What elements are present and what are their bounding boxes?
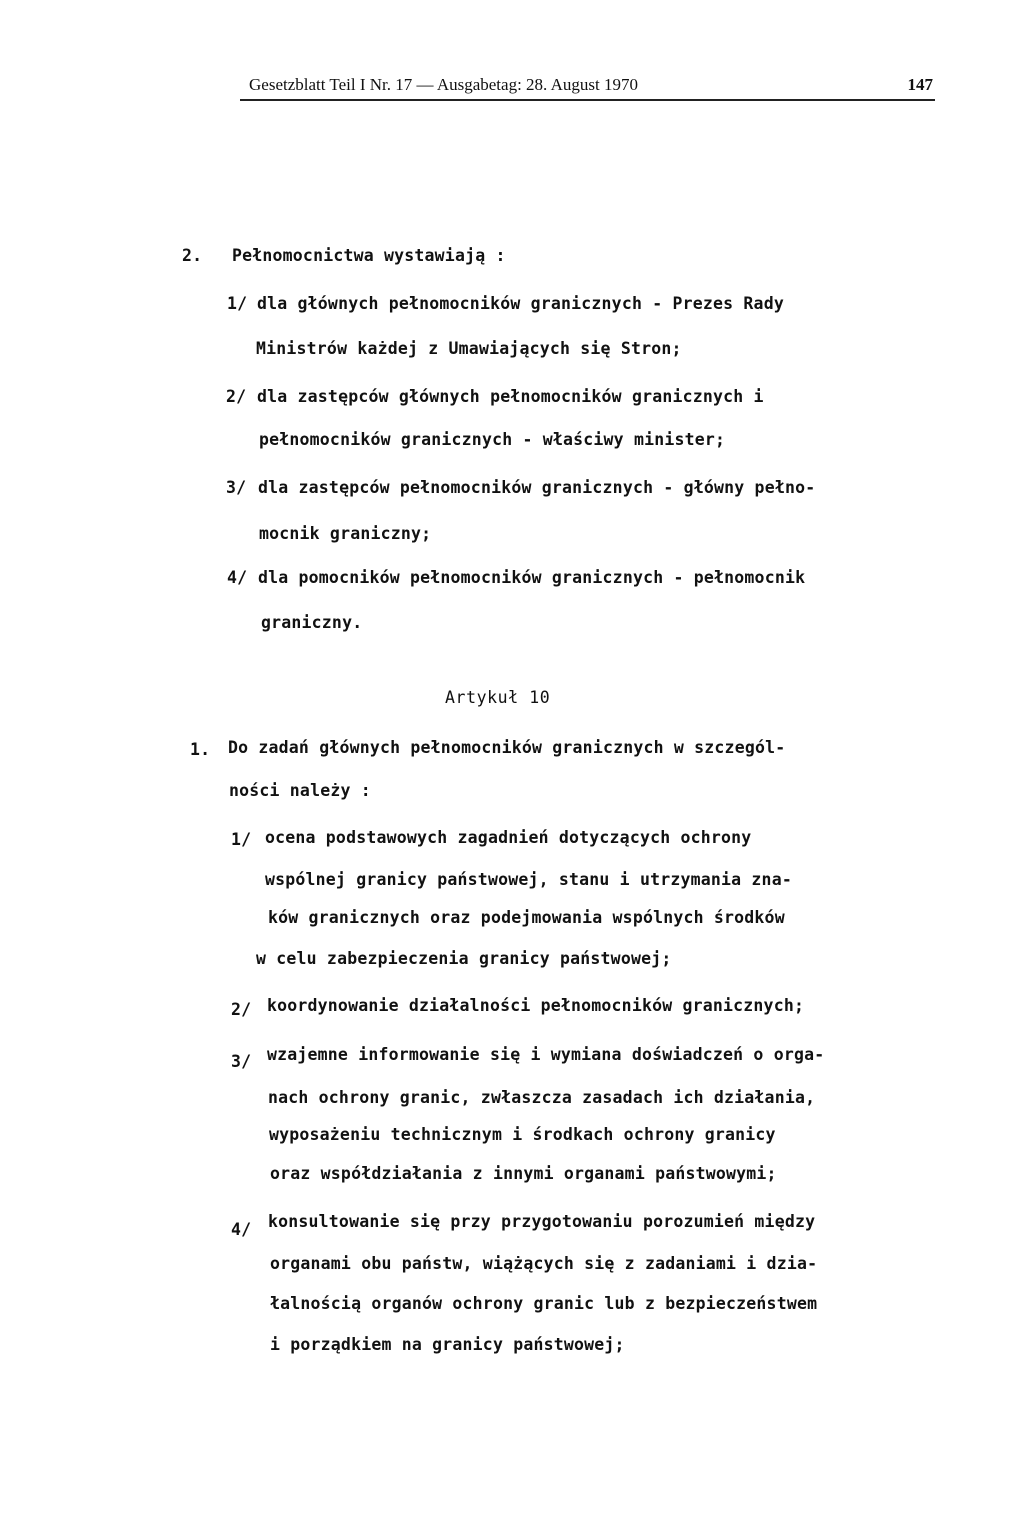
article-10-item-4-line: organami obu państw, wiążących się z zadaniami i dzia- <box>270 1254 818 1273</box>
section-2-item-3-line: dla zastępców pełnomocników granicznych - główny pełno- <box>258 478 816 497</box>
paragraph-1-number: 1. <box>190 740 211 759</box>
section-2-number: 2. <box>182 246 203 265</box>
header-rule <box>240 99 935 101</box>
article-10-item-1-number: 1/ <box>231 830 252 849</box>
section-2-item-2-line: dla zastępców głównych pełnomocników granicznych i <box>257 387 764 406</box>
running-header <box>243 73 935 99</box>
paragraph-1-line: Do zadań głównych pełnomocników granicznych w szczegól- <box>228 738 786 757</box>
article-10-item-1-line: ków granicznych oraz podejmowania wspólnych środków <box>268 908 785 927</box>
article-10-heading: Artykuł 10 <box>445 688 551 707</box>
article-10-item-3-line: oraz współdziałania z innymi organami państwowymi; <box>270 1164 777 1183</box>
article-10-item-1-line: w celu zabezpieczenia granicy państwowej; <box>256 949 672 968</box>
section-2-item-4-number: 4/ <box>227 568 248 587</box>
article-10-item-3-line: nach ochrony granic, zwłaszcza zasadach ich działania, <box>268 1088 816 1107</box>
section-2-item-1-line: dla głównych pełnomocników granicznych - Prezes Rady <box>257 294 784 313</box>
article-10-item-2-line: koordynowanie działalności pełnomocników granicznych; <box>267 996 805 1015</box>
section-2-item-1-number: 1/ <box>227 294 248 313</box>
section-2-item-4-line: dla pomocników pełnomocników granicznych - pełnomocnik <box>258 568 806 587</box>
section-2-item-2-number: 2/ <box>226 387 247 406</box>
section-2-item-3-line: mocnik graniczny; <box>259 524 432 543</box>
article-10-item-4-line: konsultowanie się przy przygotowaniu porozumień między <box>268 1212 816 1231</box>
article-10-item-1-line: ocena podstawowych zagadnień dotyczących ochrony <box>265 828 752 847</box>
page-number: 147 <box>907 75 933 94</box>
paragraph-1-line: ności należy : <box>229 781 371 800</box>
article-10-item-4-line: i porządkiem na granicy państwowej; <box>270 1335 625 1354</box>
article-10-item-3-line: wzajemne informowanie się i wymiana doświadczeń o orga- <box>267 1045 825 1064</box>
article-10-item-3-number: 3/ <box>231 1052 252 1071</box>
header-title: Gesetzblatt Teil I Nr. 17 — Ausgabetag: 28. August 1970 <box>249 75 638 94</box>
article-10-item-4-number: 4/ <box>231 1220 252 1239</box>
section-2-item-3-number: 3/ <box>226 478 247 497</box>
section-2-item-4-line: graniczny. <box>261 613 363 632</box>
article-10-item-2-number: 2/ <box>231 1000 252 1019</box>
article-10-item-4-line: łalnością organów ochrony granic lub z bezpieczeństwem <box>270 1294 818 1313</box>
section-2-item-1-line: Ministrów każdej z Umawiających się Stron; <box>256 339 682 358</box>
section-2-item-2-line: pełnomocników granicznych - właściwy minister; <box>259 430 726 449</box>
article-10-item-1-line: wspólnej granicy państwowej, stanu i utrzymania zna- <box>265 870 792 889</box>
section-2-intro: Pełnomocnictwa wystawiają : <box>232 246 506 265</box>
article-10-item-3-line: wyposażeniu technicznym i środkach ochrony granicy <box>269 1125 776 1144</box>
